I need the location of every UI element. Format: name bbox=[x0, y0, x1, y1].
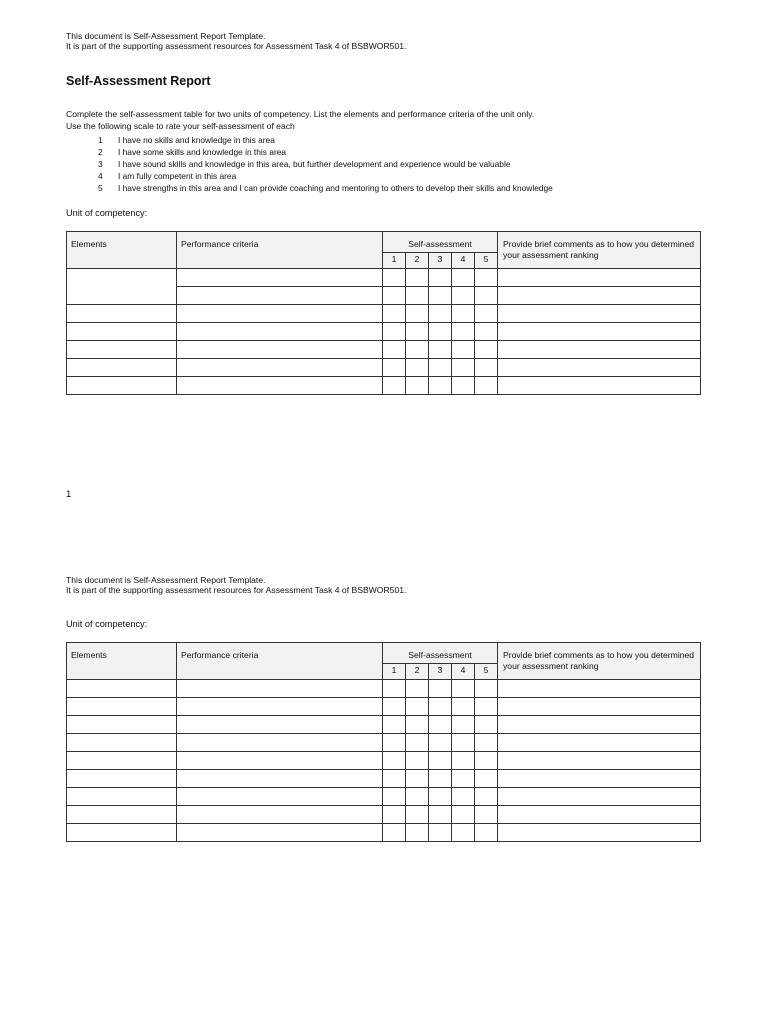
rating-cell[interactable] bbox=[406, 752, 429, 770]
rating-cell[interactable] bbox=[383, 323, 406, 341]
rating-cell[interactable] bbox=[383, 377, 406, 395]
rating-cell[interactable] bbox=[383, 716, 406, 734]
rating-cell[interactable] bbox=[475, 806, 498, 824]
rating-cell[interactable] bbox=[475, 680, 498, 698]
table-row bbox=[67, 698, 701, 716]
page-title: Self-Assessment Report bbox=[66, 74, 211, 88]
rating-cell[interactable] bbox=[429, 824, 452, 842]
rating-cell[interactable] bbox=[475, 359, 498, 377]
scale-item bbox=[98, 147, 553, 159]
comment-cell[interactable] bbox=[498, 806, 701, 824]
rating-cell[interactable] bbox=[429, 806, 452, 824]
element-cell[interactable] bbox=[67, 788, 177, 806]
rating-cell[interactable] bbox=[452, 734, 475, 752]
comment-cell[interactable] bbox=[498, 716, 701, 734]
rating-cell[interactable] bbox=[429, 716, 452, 734]
rating-cell[interactable] bbox=[475, 788, 498, 806]
scale-number: 1 bbox=[98, 135, 103, 145]
rating-cell[interactable] bbox=[406, 806, 429, 824]
rating-cell[interactable] bbox=[452, 752, 475, 770]
comment-cell[interactable] bbox=[498, 770, 701, 788]
self-assessment-header: Self-assessment bbox=[383, 232, 498, 253]
rating-cell[interactable] bbox=[406, 788, 429, 806]
scale-item bbox=[98, 159, 553, 171]
rating-cell[interactable] bbox=[429, 323, 452, 341]
comment-cell[interactable] bbox=[498, 824, 701, 842]
rating-cell[interactable] bbox=[429, 698, 452, 716]
instructions bbox=[66, 109, 534, 133]
rating-cell[interactable] bbox=[452, 287, 475, 305]
instruction-line-1: Complete the self-assessment table for two units of competency. List the elements and performance criteria of the unit only. bbox=[66, 109, 535, 119]
rating-5-header: 5 bbox=[475, 664, 498, 680]
rating-cell[interactable] bbox=[406, 824, 429, 842]
rating-2-header: 2 bbox=[406, 253, 429, 269]
rating-3-header: 3 bbox=[429, 253, 452, 269]
comment-cell[interactable] bbox=[498, 323, 701, 341]
element-cell[interactable] bbox=[67, 716, 177, 734]
rating-cell[interactable] bbox=[475, 752, 498, 770]
rating-4-header: 4 bbox=[452, 253, 475, 269]
table-row bbox=[67, 716, 701, 734]
element-cell[interactable] bbox=[67, 269, 177, 305]
rating-4-header: 4 bbox=[452, 664, 475, 680]
rating-cell[interactable] bbox=[383, 305, 406, 323]
comment-cell[interactable] bbox=[498, 698, 701, 716]
self-assessment-table-1 bbox=[66, 231, 701, 395]
rating-cell[interactable] bbox=[452, 824, 475, 842]
criteria-cell[interactable] bbox=[177, 824, 383, 842]
scale-text: I have no skills and knowledge in this area bbox=[118, 135, 275, 145]
table-row bbox=[67, 824, 701, 842]
table-row bbox=[67, 377, 701, 395]
rating-cell[interactable] bbox=[406, 680, 429, 698]
rating-cell[interactable] bbox=[475, 269, 498, 287]
criteria-cell[interactable] bbox=[177, 734, 383, 752]
scale-text: I have some skills and knowledge in this area bbox=[118, 146, 287, 157]
element-cell[interactable] bbox=[67, 359, 177, 377]
header-line-2: It is part of the supporting assessment resources for Assessment Task 4 of BSBWOR501. bbox=[66, 41, 407, 51]
criteria-cell[interactable] bbox=[177, 752, 383, 770]
comment-cell[interactable] bbox=[498, 305, 701, 323]
rating-cell[interactable] bbox=[383, 770, 406, 788]
criteria-cell[interactable] bbox=[177, 716, 383, 734]
table-row bbox=[67, 359, 701, 377]
comment-cell[interactable] bbox=[498, 734, 701, 752]
rating-cell[interactable] bbox=[452, 359, 475, 377]
rating-cell[interactable] bbox=[383, 752, 406, 770]
rating-cell[interactable] bbox=[383, 788, 406, 806]
criteria-cell[interactable] bbox=[177, 377, 383, 395]
scale-number: 3 bbox=[98, 158, 103, 169]
rating-cell[interactable] bbox=[452, 770, 475, 788]
scale-item bbox=[98, 135, 553, 147]
rating-cell[interactable] bbox=[406, 323, 429, 341]
criteria-cell[interactable] bbox=[177, 359, 383, 377]
rating-cell[interactable] bbox=[475, 716, 498, 734]
rating-cell[interactable] bbox=[406, 341, 429, 359]
rating-cell[interactable] bbox=[406, 734, 429, 752]
table-row bbox=[67, 269, 701, 287]
element-cell[interactable] bbox=[67, 806, 177, 824]
element-cell[interactable] bbox=[67, 305, 177, 323]
rating-cell[interactable] bbox=[429, 788, 452, 806]
rating-cell[interactable] bbox=[383, 359, 406, 377]
rating-cell[interactable] bbox=[475, 341, 498, 359]
rating-cell[interactable] bbox=[452, 377, 475, 395]
criteria-cell[interactable] bbox=[177, 323, 383, 341]
comment-cell[interactable] bbox=[498, 287, 701, 305]
rating-5-header: 5 bbox=[475, 253, 498, 269]
rating-cell[interactable] bbox=[475, 305, 498, 323]
rating-cell[interactable] bbox=[406, 716, 429, 734]
rating-cell[interactable] bbox=[452, 806, 475, 824]
rating-cell[interactable] bbox=[406, 359, 429, 377]
rating-cell[interactable] bbox=[383, 698, 406, 716]
self-assessment-header: Self-assessment bbox=[383, 643, 498, 664]
element-cell[interactable] bbox=[67, 377, 177, 395]
criteria-cell[interactable] bbox=[177, 788, 383, 806]
rating-cell[interactable] bbox=[429, 359, 452, 377]
element-cell[interactable] bbox=[67, 770, 177, 788]
performance-criteria-header: Performance criteria bbox=[177, 232, 383, 269]
rating-cell[interactable] bbox=[406, 269, 429, 287]
rating-cell[interactable] bbox=[475, 734, 498, 752]
element-cell[interactable] bbox=[67, 323, 177, 341]
criteria-cell[interactable] bbox=[177, 341, 383, 359]
rating-cell[interactable] bbox=[383, 806, 406, 824]
table-row bbox=[67, 341, 701, 359]
criteria-cell[interactable] bbox=[177, 269, 383, 287]
comments-header: Provide brief comments as to how you determined your assessment ranking bbox=[498, 643, 701, 680]
rating-cell[interactable] bbox=[475, 323, 498, 341]
rating-cell[interactable] bbox=[383, 734, 406, 752]
criteria-cell[interactable] bbox=[177, 680, 383, 698]
element-cell[interactable] bbox=[67, 734, 177, 752]
rating-cell[interactable] bbox=[429, 305, 452, 323]
element-cell[interactable] bbox=[67, 680, 177, 698]
criteria-cell[interactable] bbox=[177, 698, 383, 716]
scale-number: 4 bbox=[98, 170, 103, 181]
rating-cell[interactable] bbox=[452, 698, 475, 716]
rating-cell[interactable] bbox=[383, 824, 406, 842]
rating-cell[interactable] bbox=[452, 788, 475, 806]
rating-cell[interactable] bbox=[429, 734, 452, 752]
criteria-cell[interactable] bbox=[177, 305, 383, 323]
rating-cell[interactable] bbox=[452, 323, 475, 341]
comment-cell[interactable] bbox=[498, 788, 701, 806]
table-row bbox=[67, 806, 701, 824]
elements-header: Elements bbox=[67, 643, 177, 680]
comment-cell[interactable] bbox=[498, 752, 701, 770]
criteria-cell[interactable] bbox=[177, 287, 383, 305]
rating-cell[interactable] bbox=[429, 752, 452, 770]
rating-cell[interactable] bbox=[406, 377, 429, 395]
table-row bbox=[67, 752, 701, 770]
table-row bbox=[67, 680, 701, 698]
rating-cell[interactable] bbox=[429, 680, 452, 698]
rating-cell[interactable] bbox=[383, 287, 406, 305]
comment-cell[interactable] bbox=[498, 680, 701, 698]
scale-item bbox=[98, 183, 553, 195]
rating-cell[interactable] bbox=[475, 770, 498, 788]
table-row bbox=[67, 734, 701, 752]
unit-of-competency-label: Unit of competency: bbox=[66, 208, 148, 218]
header-line-1: This document is Self-Assessment Report Template. bbox=[66, 31, 266, 41]
rating-2-header: 2 bbox=[406, 664, 429, 680]
rating-scale bbox=[98, 135, 553, 195]
header-line-2: It is part of the supporting assessment resources for Assessment Task 4 of BSBWOR501. bbox=[66, 585, 407, 595]
instruction-line-2: Use the following scale to rate your self-assessment of each bbox=[66, 120, 295, 131]
rating-cell[interactable] bbox=[429, 770, 452, 788]
comments-header: Provide brief comments as to how you determined your assessment ranking bbox=[498, 232, 701, 269]
criteria-cell[interactable] bbox=[177, 806, 383, 824]
element-cell[interactable] bbox=[67, 698, 177, 716]
element-cell[interactable] bbox=[67, 824, 177, 842]
rating-cell[interactable] bbox=[429, 287, 452, 305]
rating-cell[interactable] bbox=[475, 698, 498, 716]
elements-header: Elements bbox=[67, 232, 177, 269]
performance-criteria-header: Performance criteria bbox=[177, 643, 383, 680]
rating-cell[interactable] bbox=[475, 824, 498, 842]
rating-cell[interactable] bbox=[452, 716, 475, 734]
table-row bbox=[67, 788, 701, 806]
rating-cell[interactable] bbox=[383, 341, 406, 359]
comment-cell[interactable] bbox=[498, 377, 701, 395]
rating-cell[interactable] bbox=[383, 680, 406, 698]
criteria-cell[interactable] bbox=[177, 770, 383, 788]
scale-text: I am fully competent in this area bbox=[118, 170, 237, 181]
element-cell[interactable] bbox=[67, 341, 177, 359]
rating-1-header: 1 bbox=[383, 253, 406, 269]
rating-cell[interactable] bbox=[429, 341, 452, 359]
document-header-page-2 bbox=[66, 575, 406, 595]
rating-3-header: 3 bbox=[429, 664, 452, 680]
element-cell[interactable] bbox=[67, 752, 177, 770]
rating-cell[interactable] bbox=[406, 287, 429, 305]
rating-cell[interactable] bbox=[452, 341, 475, 359]
rating-cell[interactable] bbox=[383, 269, 406, 287]
rating-cell[interactable] bbox=[452, 269, 475, 287]
comment-cell[interactable] bbox=[498, 359, 701, 377]
page-number: 1 bbox=[66, 489, 72, 500]
rating-cell[interactable] bbox=[475, 287, 498, 305]
scale-number: 5 bbox=[98, 182, 103, 193]
rating-cell[interactable] bbox=[475, 377, 498, 395]
table-row bbox=[67, 323, 701, 341]
comment-cell[interactable] bbox=[498, 269, 701, 287]
rating-cell[interactable] bbox=[406, 305, 429, 323]
rating-cell[interactable] bbox=[452, 305, 475, 323]
comment-cell[interactable] bbox=[498, 341, 701, 359]
rating-cell[interactable] bbox=[406, 770, 429, 788]
header-line-1: This document is Self-Assessment Report Template. bbox=[66, 575, 266, 585]
scale-text: I have strengths in this area and I can provide coaching and mentoring to others to develop their skills and knowledge bbox=[118, 182, 553, 193]
table-row bbox=[67, 770, 701, 788]
rating-1-header: 1 bbox=[383, 664, 406, 680]
document-header bbox=[66, 31, 406, 51]
rating-cell[interactable] bbox=[429, 269, 452, 287]
scale-item bbox=[98, 171, 553, 183]
rating-cell[interactable] bbox=[406, 698, 429, 716]
unit-of-competency-label-2: Unit of competency: bbox=[66, 619, 148, 629]
self-assessment-table-2 bbox=[66, 642, 701, 842]
scale-text: I have sound skills and knowledge in this area, but further development and experience would be valuable bbox=[118, 158, 511, 169]
table-row bbox=[67, 305, 701, 323]
scale-number: 2 bbox=[98, 146, 103, 157]
rating-cell[interactable] bbox=[429, 377, 452, 395]
rating-cell[interactable] bbox=[452, 680, 475, 698]
